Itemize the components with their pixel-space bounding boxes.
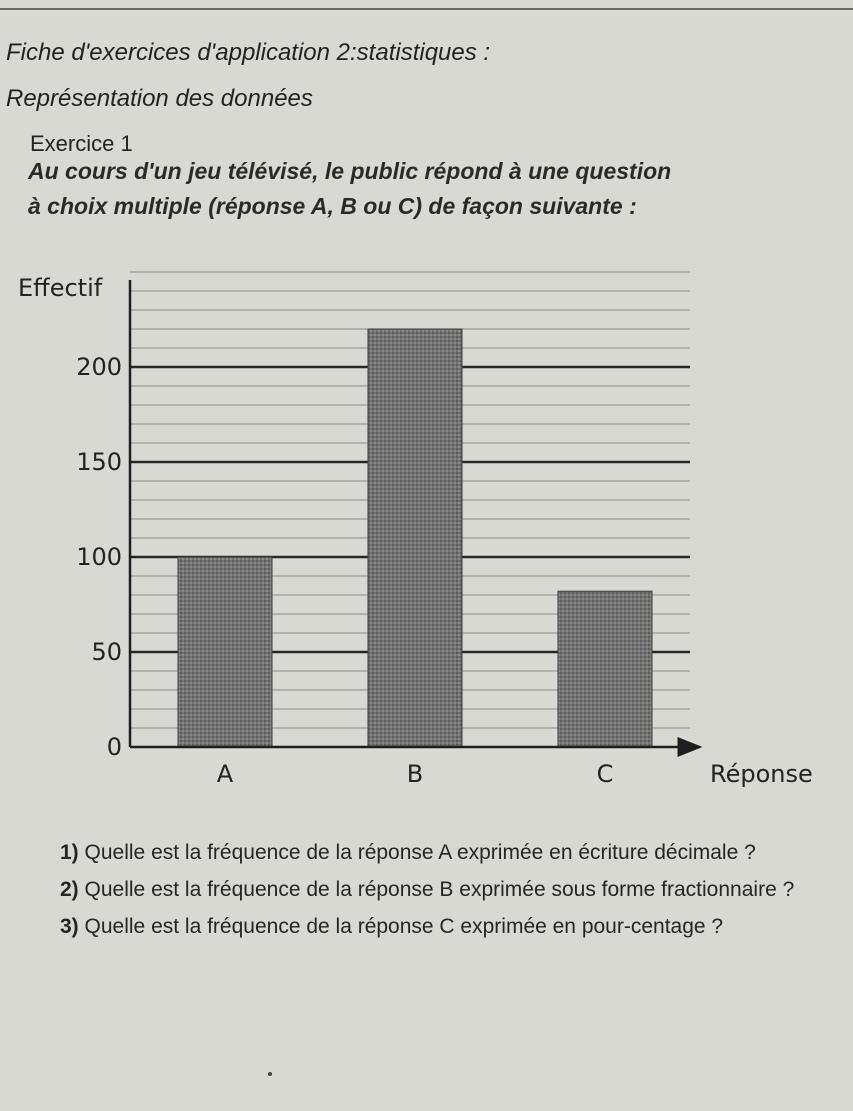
question-1-number: 1) — [60, 841, 79, 864]
question-1-text: Quelle est la fréquence de la réponse A exprimée en écriture décimale ? — [84, 841, 756, 864]
bar-c — [558, 591, 652, 747]
question-1 — [60, 836, 830, 869]
y-tick-label: 50 — [91, 638, 122, 666]
ink-dot — [268, 1072, 272, 1076]
y-axis-title: Effectif — [18, 274, 103, 302]
intro-line-1: Au cours d'un jeu télévisé, le public répond à une question — [28, 158, 672, 184]
x-axis-title: Réponse — [710, 760, 813, 788]
y-tick-label: 150 — [76, 448, 122, 476]
exercise-label: Exercice 1 — [30, 131, 133, 156]
y-tick-label: 0 — [106, 733, 122, 761]
y-tick-label: 200 — [76, 353, 122, 381]
worksheet-subtitle: Représentation des données — [6, 85, 313, 112]
question-2-text: Quelle est la fréquence de la réponse B exprimée sous forme fractionnaire ? — [84, 878, 795, 902]
page-top-rule — [0, 8, 853, 10]
bar-chart — [0, 260, 853, 800]
bar-b — [368, 329, 462, 747]
question-2-number: 2) — [60, 878, 79, 902]
question-3-text: Quelle est la fréquence de la réponse C exprimée en pour-centage ? — [84, 915, 724, 939]
bar-a — [178, 557, 272, 747]
worksheet-title: Fiche d'exercices d'application 2:statistiques : — [6, 39, 491, 66]
question-2 — [60, 873, 830, 906]
question-list — [60, 836, 830, 948]
exercise-intro — [28, 154, 838, 223]
x-tick-label-c: C — [596, 760, 614, 788]
question-3-number: 3) — [60, 915, 79, 939]
x-tick-label-a: A — [216, 760, 234, 788]
question-3 — [60, 910, 830, 943]
y-tick-label: 100 — [76, 543, 122, 571]
intro-line-2: à choix multiple (réponse A, B ou C) de façon suivante : — [28, 192, 637, 219]
x-tick-label-b: B — [406, 760, 424, 788]
